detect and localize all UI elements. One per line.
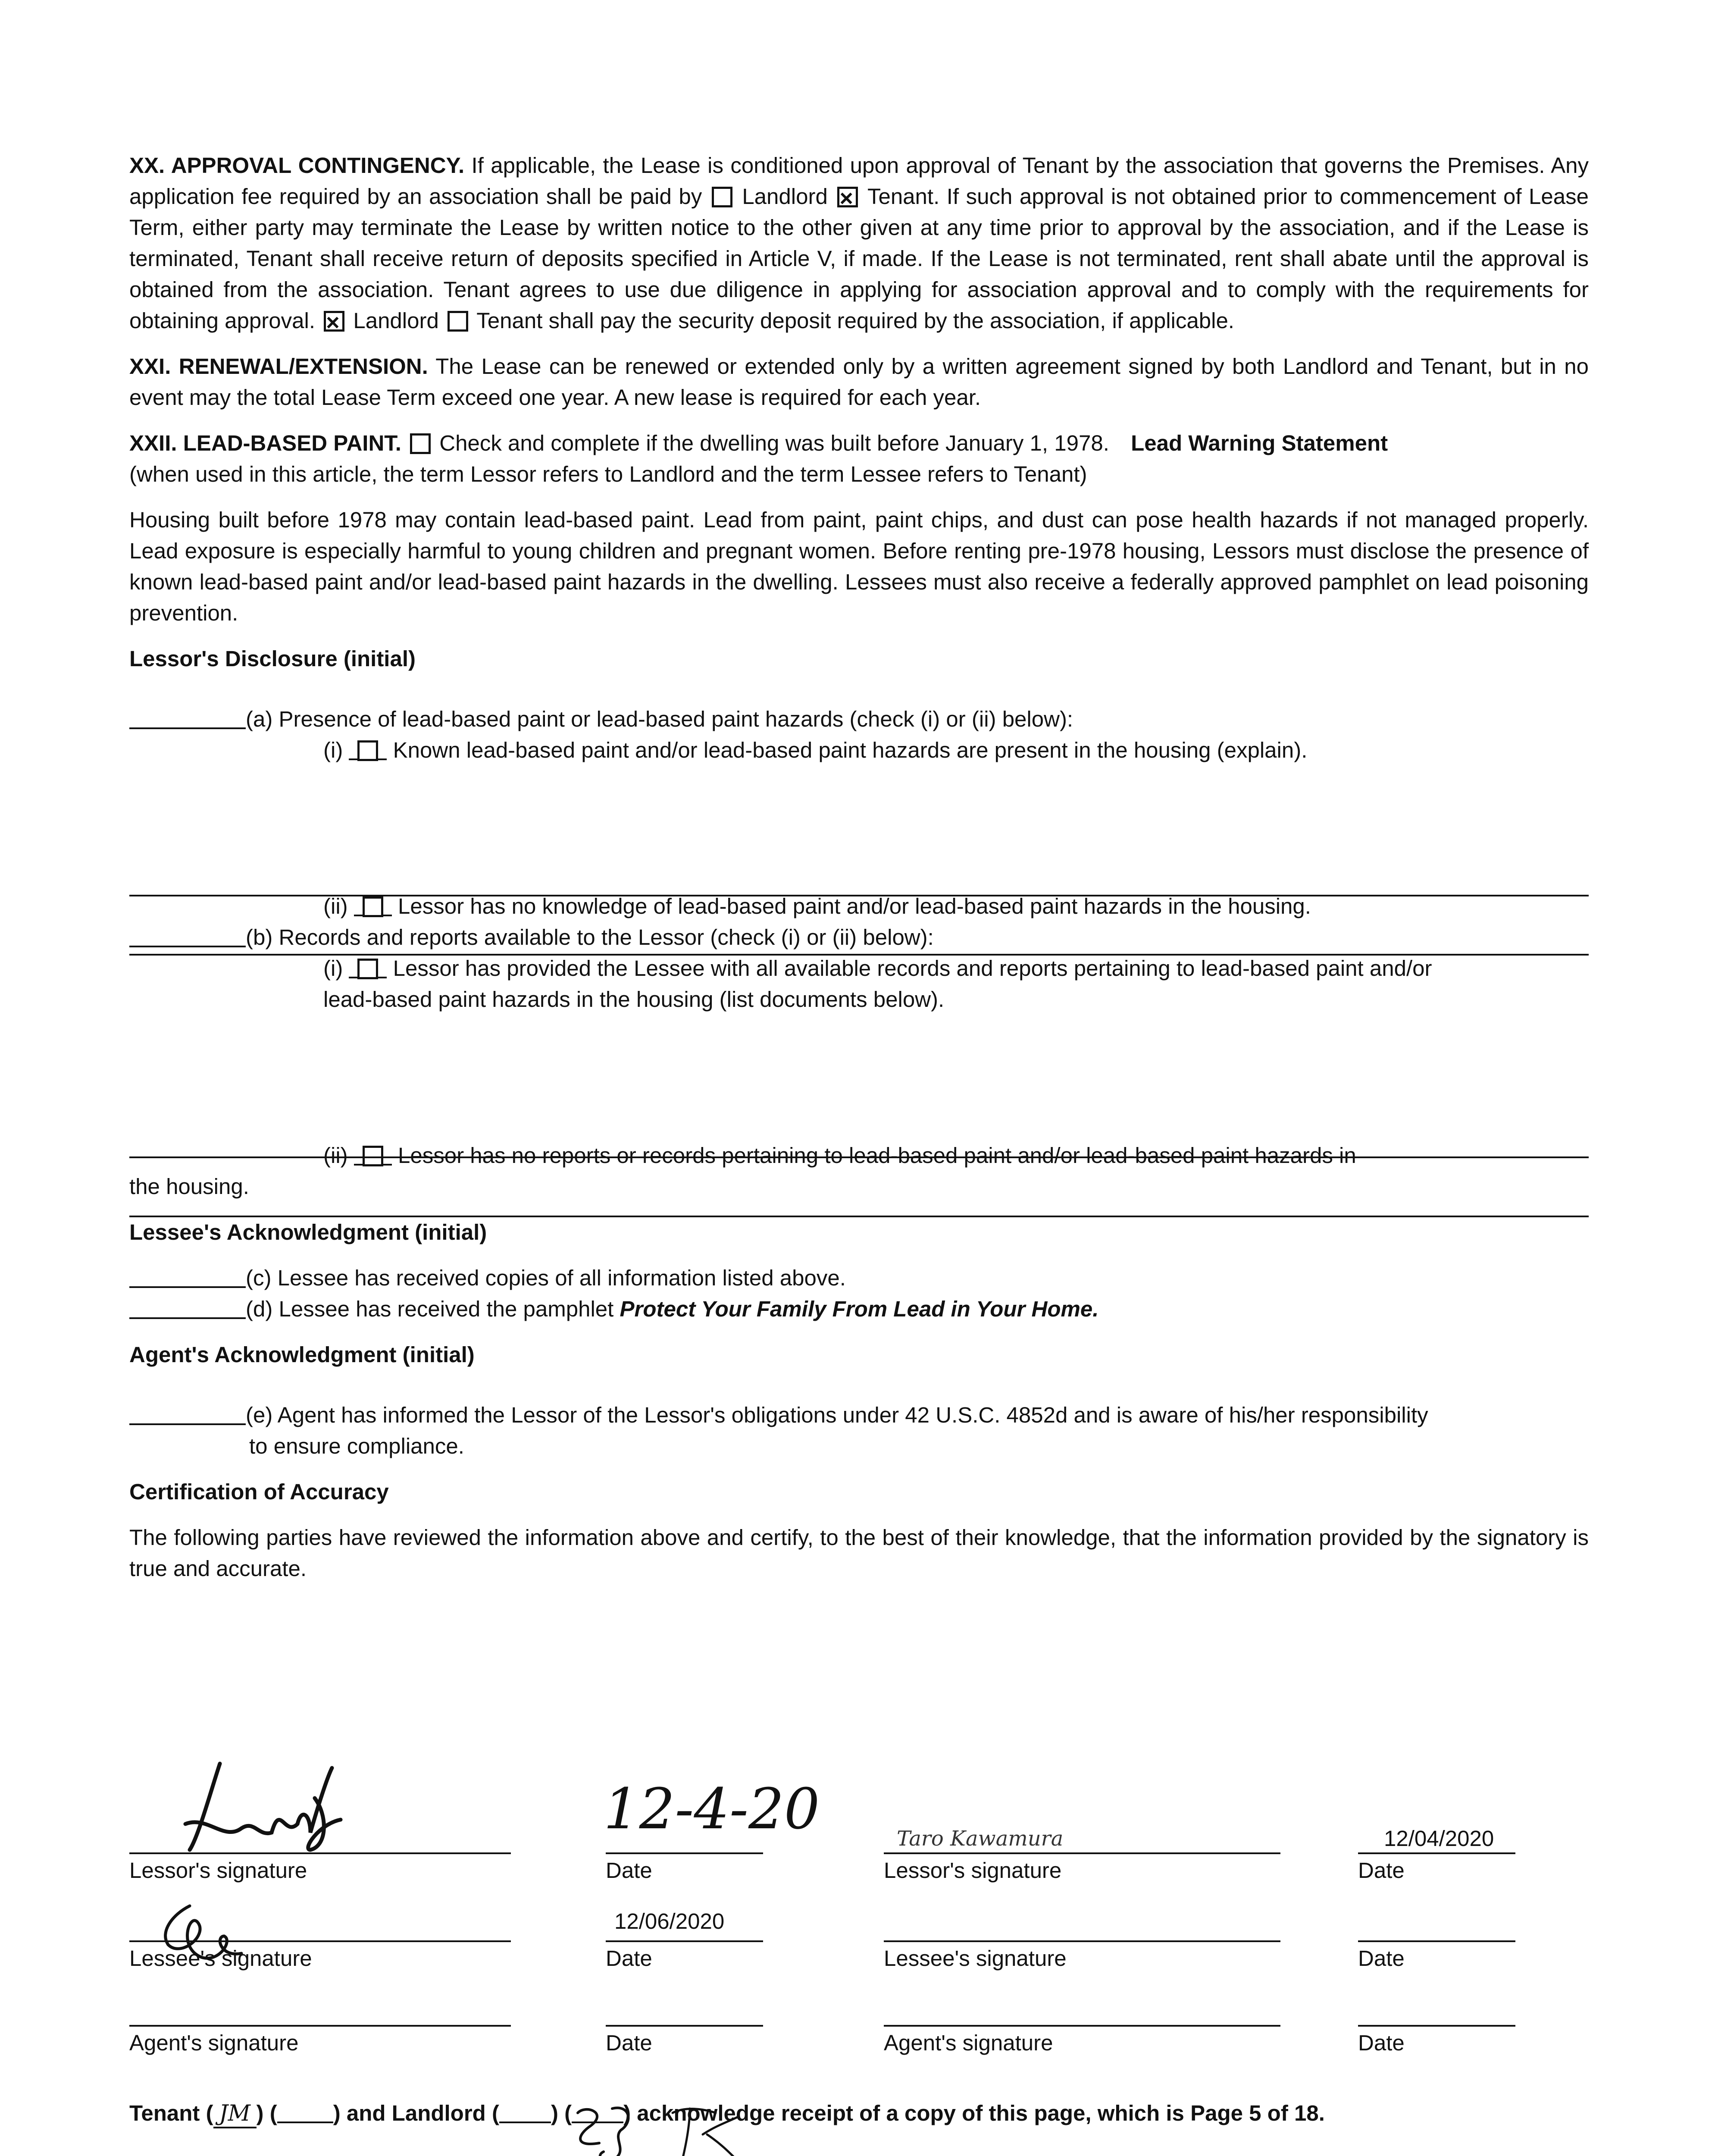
receipt-text: acknowledge receipt of a copy of this page, which is Page 5 of 18. xyxy=(637,2101,1325,2125)
date-label-3: Date xyxy=(606,1946,652,1971)
tenant-initials-2[interactable] xyxy=(277,2100,333,2123)
disclosure-b-ii: (ii) Lessor has no reports or records pertaining to lead-based paint and/or lead-based paint hazards in xyxy=(323,1143,1356,1168)
date-line-5[interactable] xyxy=(606,2025,763,2027)
disclosure-a-i: (i) Known lead-based paint and/or lead-based paint hazards are present in the housing (explain). xyxy=(323,738,1308,762)
lessee-signature-line-2[interactable] xyxy=(884,1940,1280,1942)
typed-date-2: 12/04/2020 xyxy=(1384,1826,1494,1851)
section-xxii: XXII. LEAD-BASED PAINT. Check and complete if the dwelling was built before January 1, 1978. Lead Warning Statement (when used in this article, the term Lessor refers to Landlord and the term Lessee refers to Tenant) xyxy=(129,431,1388,486)
a-ii-checkbox[interactable] xyxy=(363,896,383,917)
deposit-landlord-checkbox[interactable] xyxy=(324,311,344,332)
date-label-4: Date xyxy=(1358,1946,1405,1971)
agent-e-initial-blank[interactable] xyxy=(129,1402,246,1425)
b-ii-checkbox[interactable] xyxy=(363,1146,383,1166)
date-label-1: Date xyxy=(606,1858,652,1883)
disclosure-b-ii-cont: the housing. xyxy=(129,1174,249,1199)
section-xxi-heading: XXI. RENEWAL/EXTENSION. xyxy=(129,354,428,379)
lessor-handwritten-signature xyxy=(172,1751,354,1863)
landlord-initials-1[interactable] xyxy=(499,2100,551,2123)
disclosure-a-initial-blank[interactable] xyxy=(129,706,246,729)
lessee-d-initial-blank[interactable] xyxy=(129,1296,246,1319)
lessee-signature-line-1[interactable] xyxy=(129,1940,511,1942)
handwritten-date-1: 12-4-20 xyxy=(604,1776,820,1842)
receipt-and-landlord: and Landlord xyxy=(346,2101,486,2125)
lessee-ack-d: (d) Lessee has received the pamphlet Protect Your Family From Lead in Your Home. xyxy=(129,1294,1589,1325)
typed-date-3: 12/06/2020 xyxy=(614,1909,725,1934)
lessor-signature-label-2: Lessor's signature xyxy=(884,1858,1062,1883)
disclosure-b-initial-blank[interactable] xyxy=(129,924,246,947)
fee-landlord-checkbox[interactable] xyxy=(712,187,732,207)
date-line-2[interactable] xyxy=(1358,1852,1515,1854)
certification-heading: Certification of Accuracy xyxy=(129,1479,389,1504)
explain-line-1[interactable] xyxy=(129,895,1589,896)
agent-ack-e: (e) Agent has informed the Lessor of the Lessor's obligations under 42 U.S.C. 4852d and is aware of his/her responsibility to ensure compliance. xyxy=(129,1400,1589,1462)
explain-line-2[interactable] xyxy=(129,954,1589,956)
lessee-signature-label-2: Lessee's signature xyxy=(884,1946,1067,1971)
lead-warning-paragraph: Housing built before 1978 may contain lead-based paint. Lead from paint, paint chips, and dust can pose health hazards if not managed properly. Lead exposure is especially harmful to young children and pregnant women. Before renting pre-1978 housing, Lessors must disclose the presence of known lead-based paint and/or lead-based paint hazards in the dwelling. Lessees must also receive a federally approved pamphlet on lead poisoning prevention. xyxy=(129,508,1589,625)
lessor-signature-label-1: Lessor's signature xyxy=(129,1858,307,1883)
lessee-c-initial-blank[interactable] xyxy=(129,1265,246,1288)
lessee-ack-c: (c) Lessee has received copies of all information listed above. xyxy=(129,1263,1589,1294)
date-line-1[interactable] xyxy=(606,1852,763,1854)
b-i-checkbox[interactable] xyxy=(357,959,378,979)
agent-signature-label-2: Agent's signature xyxy=(884,2031,1053,2055)
disclosure-a: (a) Presence of lead-based paint or lead-based paint hazards (check (i) or (ii) below): xyxy=(129,704,1589,735)
section-xxi: XXI. RENEWAL/EXTENSION. The Lease can be renewed or extended only by a written agreement signed by both Landlord and Tenant, but in no event may the total Lease Term exceed one year. A new lease is required for each year. xyxy=(129,354,1589,410)
lessor-signature-line-1[interactable] xyxy=(129,1852,511,1854)
lessor-signature-line-2[interactable] xyxy=(884,1852,1280,1854)
section-xx-heading: XX. APPROVAL CONTINGENCY. xyxy=(129,153,465,178)
date-label-6: Date xyxy=(1358,2031,1405,2055)
tenant-initials-1[interactable]: JM xyxy=(213,2101,257,2128)
date-line-6[interactable] xyxy=(1358,2025,1515,2027)
disclosure-b-i: (i) Lessor has provided the Lessee with all available records and reports pertaining to lead-based paint and/or lead-based paint hazards in the housing (list documents below). xyxy=(323,956,1432,1012)
section-xxii-heading: XXII. LEAD-BASED PAINT. xyxy=(129,431,401,455)
landlord-handwritten-initials xyxy=(560,2096,759,2156)
pre-1978-checkbox[interactable] xyxy=(410,433,431,454)
date-label-5: Date xyxy=(606,2031,652,2055)
agent-signature-line-1[interactable] xyxy=(129,2025,511,2027)
deposit-tenant-checkbox[interactable] xyxy=(448,311,468,332)
date-line-4[interactable] xyxy=(1358,1940,1515,1942)
a-i-checkbox[interactable] xyxy=(357,740,378,761)
receipt-line: Tenant ( JM ) ( ) and Landlord ( ) ( ) acknowledge receipt of a copy of this page, which is Page 5 of 18. xyxy=(129,2098,1325,2129)
lessee-ack-heading: Lessee's Acknowledgment (initial) xyxy=(129,1220,487,1244)
receipt-tenant-label: Tenant xyxy=(129,2101,200,2125)
disclosure-a-ii: (ii) Lessor has no knowledge of lead-based paint and/or lead-based paint hazards in the housing. xyxy=(323,894,1311,918)
date-line-3[interactable] xyxy=(606,1940,763,1942)
fee-tenant-checkbox[interactable] xyxy=(837,187,858,207)
lead-warning-heading: Lead Warning Statement xyxy=(1131,431,1388,455)
document-body xyxy=(129,150,1589,1584)
agent-ack-heading: Agent's Acknowledgment (initial) xyxy=(129,1342,475,1367)
agent-signature-label-1: Agent's signature xyxy=(129,2031,299,2055)
documents-line-1[interactable] xyxy=(129,1156,1589,1158)
documents-line-2[interactable] xyxy=(129,1216,1589,1217)
lessor-typed-signature-2: Taro Kawamura xyxy=(897,1827,1064,1851)
date-label-2: Date xyxy=(1358,1858,1405,1883)
lessor-disclosure-heading: Lessor's Disclosure (initial) xyxy=(129,646,416,671)
section-xx: XX. APPROVAL CONTINGENCY. If applicable, the Lease is conditioned upon approval of Tenant by the association that governs the Premises. Any application fee required by an association shall be paid by Landlord × Tenant. If such approval is not obtained prior to commencement of Lease Term, either party may terminate the Lease by written notice to the other given at any time prior to approval by the association, and if the Lease is terminated, Tenant shall receive return of deposits specified in Article V, if made. If the Lease is not terminated, rent shall abate until the approval is obtained from the association. Tenant agrees to use due diligence in applying for association approval and to comply with the requirements for obtaining approval. × Landlord Tenant shall pay the security deposit required by the association, if applicable. xyxy=(129,150,1589,336)
lessee-signature-label-1: Lessee's signature xyxy=(129,1946,312,1971)
disclosure-b: (b) Records and reports available to the Lessor (check (i) or (ii) below): xyxy=(129,922,1589,953)
certification-text: The following parties have reviewed the information above and certify, to the best of their knowledge, that the information provided by the signatory is true and accurate. xyxy=(129,1525,1589,1581)
agent-signature-line-2[interactable] xyxy=(884,2025,1280,2027)
